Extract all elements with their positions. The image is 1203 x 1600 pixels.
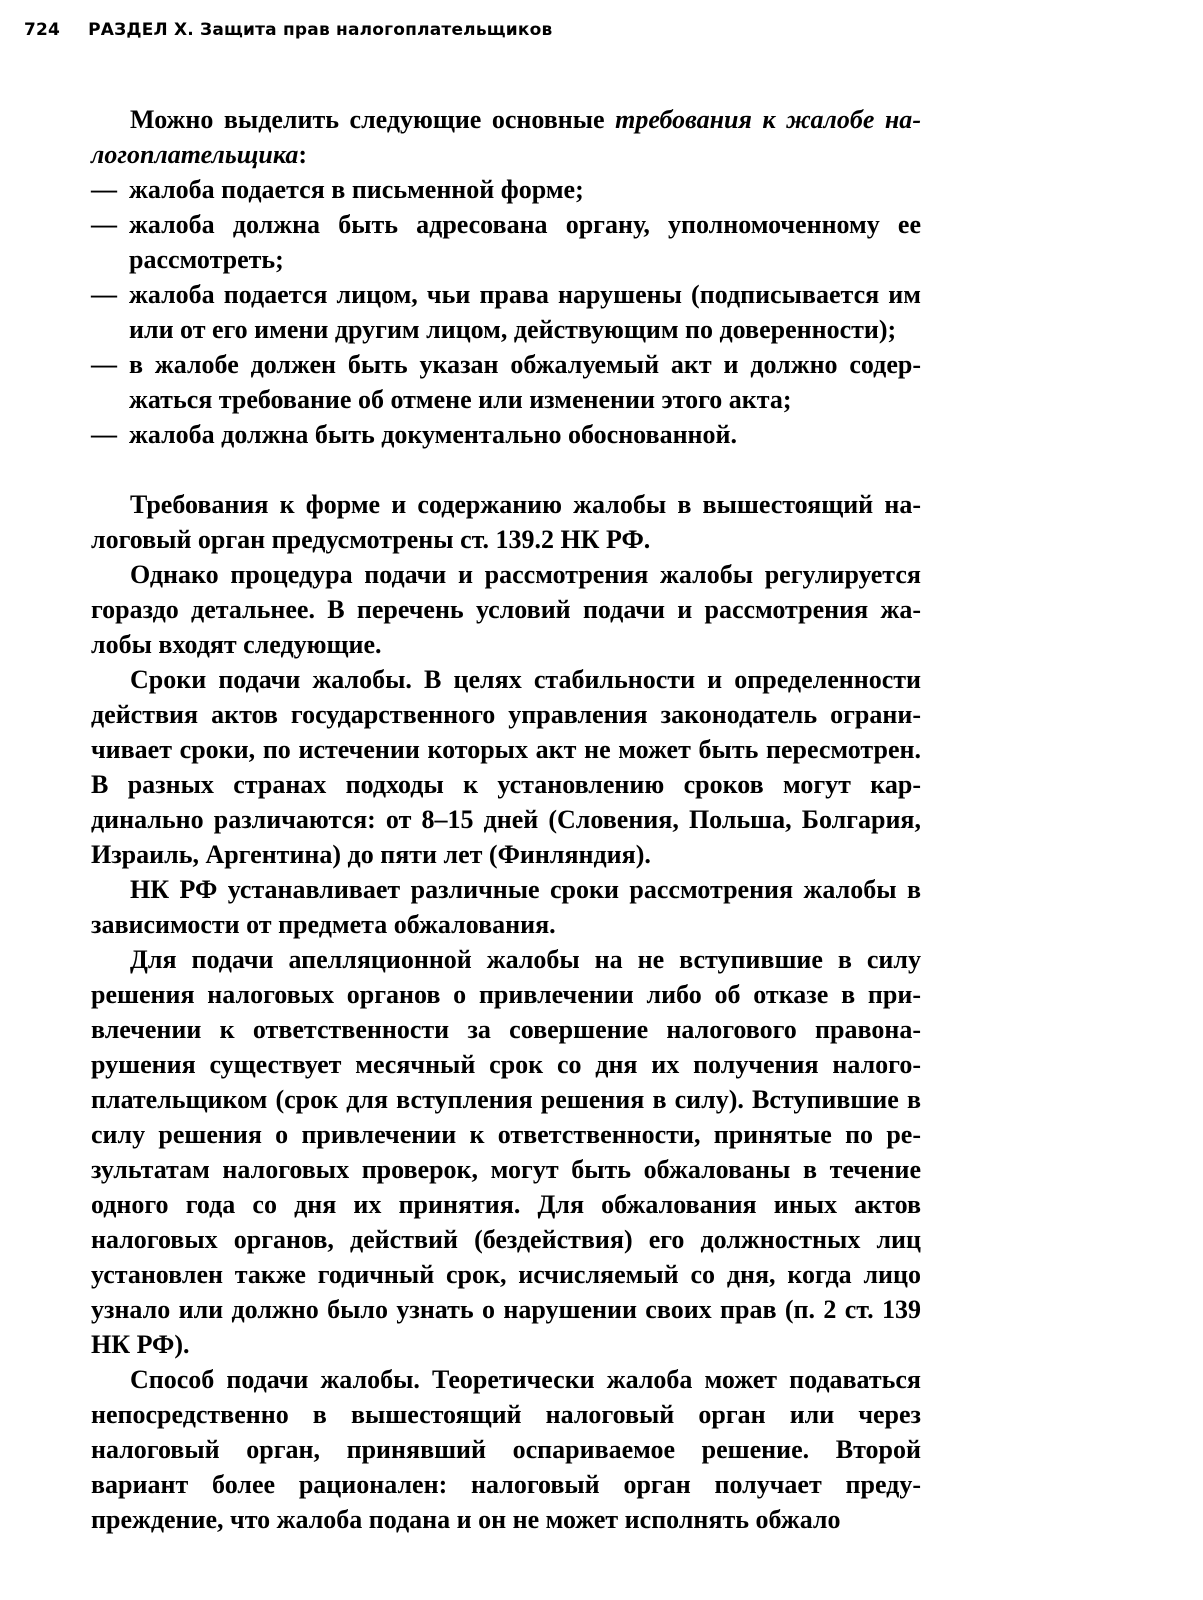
paragraph-filing-method (91, 1362, 921, 1537)
paragraph-filing-method-text: Теоретически жалоба может подаваться непосредственно в вышестоящий налоговый орган или через налоговый орган, принявший оспариваемое решение. Второй вариант более рационален: налоговый орган получает предупреждение, что жалоба подана и он не может исполнять обжало (91, 1365, 921, 1534)
paragraph-deadlines-text: В целях стабильности и определенности действия актов государственного управления законодатель ограничивает сроки, по истечении которых акт не может быть пересмотрен. В разных странах подходы к установлению сроков могут кардинально различаются: от 8–15 дней (Словения, Польша, Болгария, Израиль, Аргентина) до пяти лет (Финляндия). (91, 665, 921, 869)
page-number: 724 (24, 20, 61, 40)
list-item-text: в жалобе должен быть указан обжалуемый акт и должно содержаться требование об отмене или изменении этого акта; (129, 350, 921, 414)
paragraph-form-requirements: Требования к форме и содержанию жалобы в вышестоящий налоговый орган предусмотрены ст. 139.2 НК РФ. (91, 490, 921, 554)
paragraph-procedure: Однако процедура подачи и рассмотрения жалобы регулируется гораздо детальнее. В перечень условий подачи и рассмотрения жалобы входят следующие. (91, 560, 921, 659)
dash-marker: — (91, 350, 117, 379)
run-in-heading-deadlines: Сроки подачи жалобы. (130, 665, 412, 694)
requirements-list (91, 172, 921, 452)
paragraph-review-terms: НК РФ устанавливает различные сроки рассмотрения жалобы в зависимости от предмета обжалования. (91, 875, 921, 939)
dash-marker: — (91, 280, 117, 309)
list-item (91, 277, 921, 347)
dash-marker: — (91, 210, 117, 239)
list-item-text: жалоба должна быть адресована органу, уполномоченному ее рассмотреть; (129, 210, 921, 274)
paragraph-deadlines (91, 662, 921, 872)
paragraph-appeal-terms: Для подачи апелляционной жалобы на не вступившие в силу решения налоговых органов о привлечении либо об отказе в привлечении к ответственности за совершение налогового правонарушения существует месячный срок со дня их получения налогоплательщиком (срок для вступления решения в силу). Вступившие в силу решения о привлечении к ответственности, принятые по результатам налоговых проверок, могут быть обжалованы в течение одного года со дня их принятия. Для обжалования иных актов налоговых органов, действий (бездействия) его должностных лиц установлен также годичный срок, исчисляемый со дня, когда лицо узнало или должно было узнать о нарушении своих прав (п. 2 ст. 139 НК РФ). (91, 945, 921, 1359)
intro-paragraph (91, 102, 921, 172)
section-gap (91, 452, 921, 487)
running-title: РАЗДЕЛ X. Защита прав налогоплательщиков (88, 20, 553, 40)
run-in-heading-method: Способ подачи жалобы. (130, 1365, 420, 1394)
list-item-text: жалоба подается лицом, чьи права нарушены (подписывается им или от его имени другим лицом, действующим по доверенности); (129, 280, 921, 344)
dash-marker: — (91, 420, 117, 449)
list-item-text: жалоба должна быть документально обоснованной. (129, 420, 738, 449)
list-item (91, 417, 921, 452)
list-item (91, 347, 921, 417)
intro-colon: : (298, 140, 308, 169)
body-text (91, 102, 921, 1537)
dash-marker: — (91, 175, 117, 204)
intro-emphasis: требования к жалобе налогоплательщика (91, 105, 921, 169)
list-item-text: жалоба подается в письменной форме; (129, 175, 584, 204)
list-item (91, 207, 921, 277)
list-item (91, 172, 921, 207)
intro-text: Можно выделить следующие основные (130, 105, 616, 134)
running-head (24, 20, 552, 40)
